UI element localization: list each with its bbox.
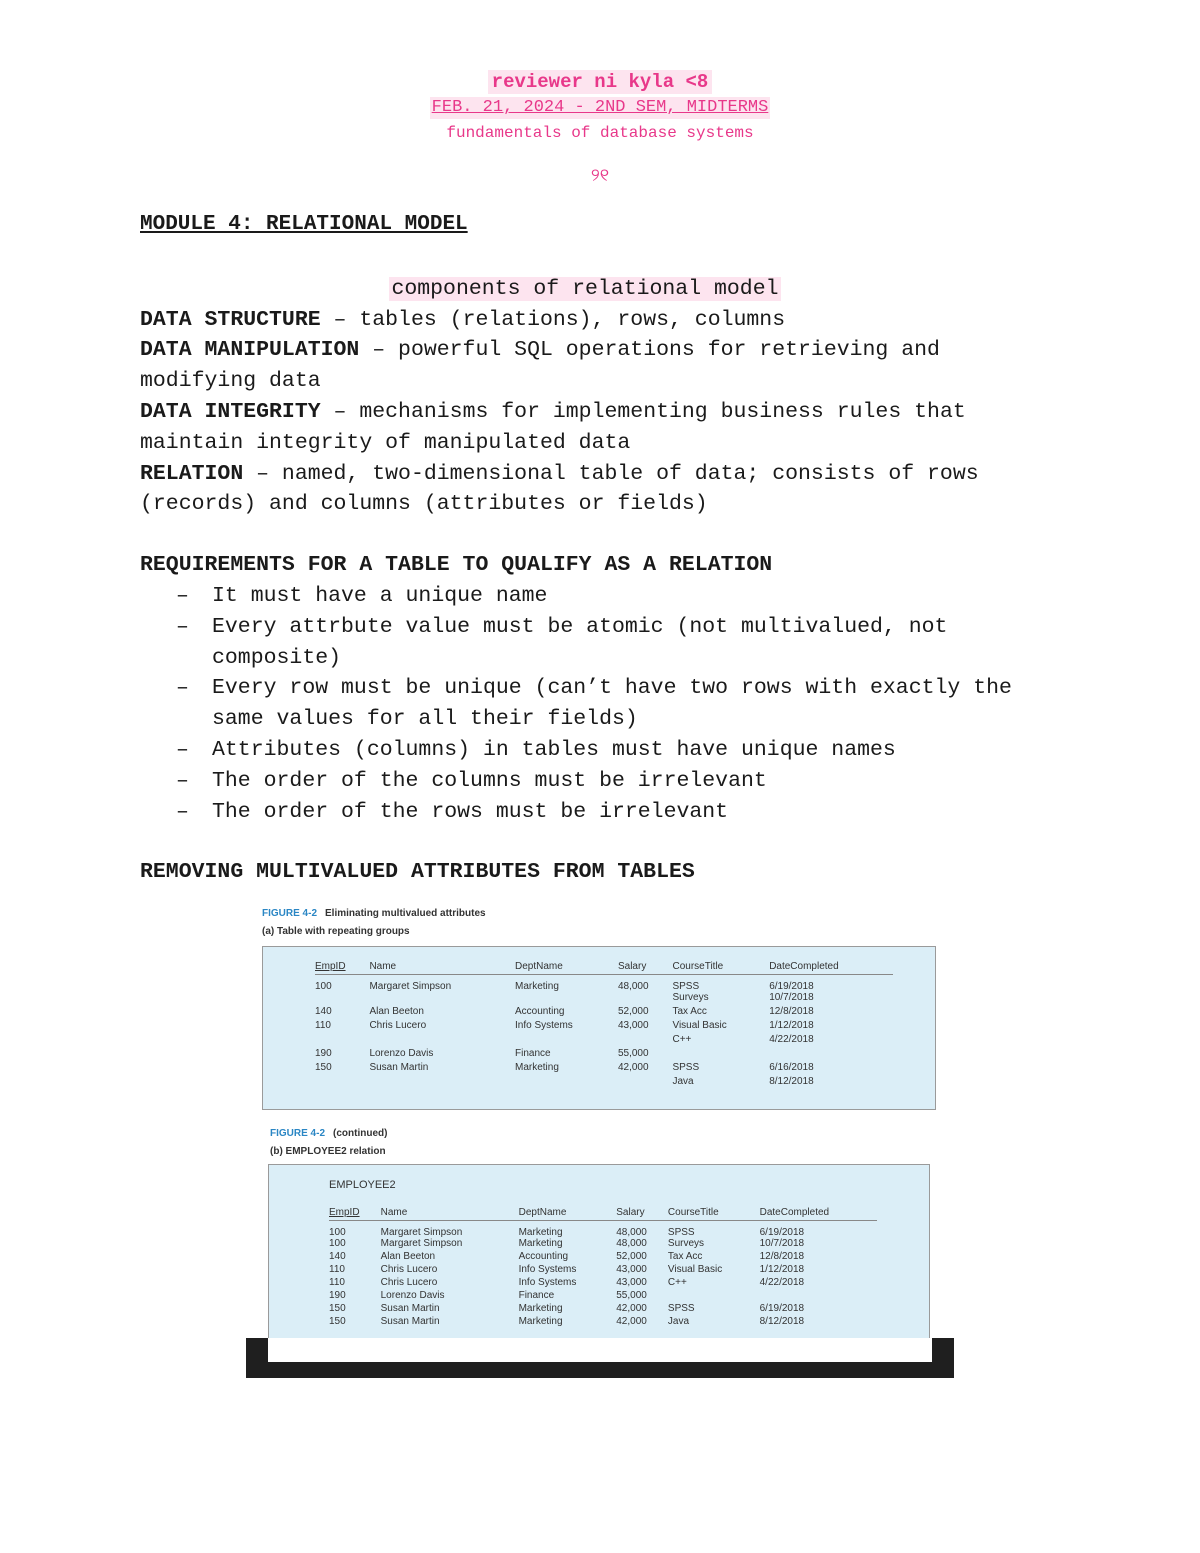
table-cell: Marketing — [518, 1303, 563, 1314]
table-cell: Accounting — [518, 1251, 569, 1262]
table-cell: Java — [667, 1316, 690, 1327]
table-row — [315, 1020, 893, 1034]
table-row — [329, 1303, 877, 1316]
table-cell: Marketing — [514, 981, 559, 992]
table-cell: 110 — [315, 1020, 331, 1031]
table-cell — [618, 1076, 673, 1090]
table-cell: 4/22/2018 — [759, 1277, 805, 1288]
figure-a-caption: FIGURE 4-2 Eliminating multivalued attributes — [262, 908, 486, 919]
table-cell: 12/8/2018 — [759, 1251, 805, 1262]
header-date: FEB. 21, 2024 - 2ND SEM, MIDTERMS — [431, 98, 769, 117]
header-subject: fundamentals of database systems — [446, 124, 754, 142]
table-cell: 43,000 — [616, 1277, 647, 1288]
repeating-groups-table — [315, 961, 893, 1090]
table-cell: Info Systems — [518, 1277, 577, 1288]
component-term: DATA STRUCTURE — [140, 307, 321, 332]
removing-heading: REMOVING MULTIVALUED ATTRIBUTES FROM TABLES — [140, 860, 695, 885]
table-cell: Susan Martin — [380, 1316, 440, 1327]
table-cell: 110 — [329, 1264, 345, 1275]
table-cell: 48,000 — [616, 1227, 647, 1238]
column-header: DateCompleted — [769, 961, 893, 975]
component-term: DATA INTEGRITY — [140, 399, 321, 424]
requirement-item: – The order of the columns must be irrelevant — [212, 766, 1060, 797]
component-term: RELATION — [140, 461, 244, 486]
components-list — [140, 305, 1060, 521]
table-cell: Alan Beeton — [380, 1251, 436, 1262]
table-cell — [515, 1034, 618, 1048]
table-row — [329, 1290, 877, 1303]
table-cell: Info Systems — [514, 1020, 573, 1031]
table-cell: Lorenzo Davis — [369, 1048, 434, 1059]
table-cell: 6/19/2018 — [759, 1303, 805, 1314]
table-cell: Susan Martin — [369, 1062, 429, 1073]
table-cell: Java — [672, 1076, 694, 1087]
table-row — [329, 1264, 877, 1277]
table-cell — [668, 1290, 760, 1303]
column-header: DateCompleted — [760, 1207, 877, 1221]
figure-base-bar — [246, 1338, 954, 1378]
table-cell: C++ — [672, 1034, 692, 1045]
figure-b-subcaption: (b) EMPLOYEE2 relation — [270, 1146, 386, 1157]
table-row — [329, 1221, 877, 1239]
table-cell: 48,000 — [616, 1238, 647, 1249]
table-row — [315, 1006, 893, 1020]
table-cell: 110 — [329, 1277, 345, 1288]
column-header: CourseTitle — [668, 1207, 760, 1221]
table-row — [315, 1076, 893, 1090]
column-header: Salary — [616, 1207, 668, 1221]
table-cell: Chris Lucero — [369, 1020, 427, 1031]
table-row — [329, 1251, 877, 1264]
table-cell: SPSS — [672, 1062, 700, 1073]
table-cell: Tax Acc — [667, 1251, 703, 1262]
table-header-row — [329, 1207, 877, 1221]
table-cell — [618, 992, 673, 1006]
employee2-table — [329, 1207, 877, 1329]
table-cell: 12/8/2018 — [769, 1006, 814, 1017]
requirement-item: – Every attrbute value must be atomic (not multivalued, not composite) — [212, 612, 1060, 674]
figure-b-panel — [268, 1164, 930, 1348]
table-cell: Tax Acc — [672, 1006, 707, 1017]
table-cell: 150 — [329, 1303, 346, 1314]
table-cell: 100 — [329, 1227, 346, 1238]
table-cell — [515, 1076, 618, 1090]
table-cell: 6/19/2018 — [769, 981, 814, 992]
figure-multivalued — [244, 902, 956, 1378]
column-header: DeptName — [515, 961, 618, 975]
table-cell — [760, 1290, 877, 1303]
table-row — [329, 1238, 877, 1251]
table-cell: 1/12/2018 — [769, 1020, 814, 1031]
table-cell: 8/12/2018 — [759, 1316, 805, 1327]
figure-a-panel — [262, 946, 936, 1110]
table-cell: 100 — [315, 981, 332, 992]
table-cell: SPSS — [672, 981, 700, 992]
component-definition: – tables (relations), rows, columns — [320, 307, 786, 332]
requirement-item: – Every row must be unique (can’t have two rows with exactly the same values for all their fields) — [212, 673, 1060, 735]
table-cell: 42,000 — [616, 1316, 647, 1327]
table-cell: 190 — [329, 1290, 346, 1301]
table-row — [315, 992, 893, 1006]
component-item — [140, 459, 1060, 521]
requirements-heading: REQUIREMENTS FOR A TABLE TO QUALIFY AS A RELATION — [140, 553, 773, 578]
table-cell: Surveys — [667, 1238, 705, 1249]
table-cell: Margaret Simpson — [380, 1238, 463, 1249]
table-cell: 150 — [315, 1062, 332, 1073]
component-definition: – powerful SQL operations for retrieving and modifying data — [140, 338, 940, 394]
table-cell: 52,000 — [616, 1251, 647, 1262]
table-row — [315, 1062, 893, 1076]
table-cell: C++ — [667, 1277, 687, 1288]
table-cell: Visual Basic — [667, 1264, 723, 1275]
table-cell: Margaret Simpson — [369, 981, 452, 992]
component-definition: – mechanisms for implementing business rules that maintain integrity of manipulated data — [140, 399, 966, 455]
table-cell — [315, 1076, 369, 1090]
table-cell: Info Systems — [518, 1264, 577, 1275]
table-cell: 42,000 — [616, 1303, 647, 1314]
component-item — [140, 397, 1060, 459]
header-decoration: ୨୧ — [590, 167, 610, 187]
document-header — [0, 70, 1200, 188]
requirement-item: – It must have a unique name — [212, 581, 1060, 612]
column-header: Name — [369, 961, 515, 975]
table-cell: 8/12/2018 — [769, 1076, 814, 1087]
table-cell: SPSS — [667, 1303, 695, 1314]
table-cell: Marketing — [514, 1062, 559, 1073]
components-heading: components of relational model — [391, 276, 779, 301]
table-cell: Finance — [518, 1290, 555, 1301]
table-cell: Surveys — [672, 992, 709, 1003]
column-header: EmpID — [315, 961, 369, 975]
column-header: EmpID — [329, 1207, 381, 1221]
table-cell: 10/7/2018 — [759, 1238, 805, 1249]
table-cell: 1/12/2018 — [759, 1264, 805, 1275]
table-cell — [315, 992, 369, 1006]
table-cell: 150 — [329, 1316, 346, 1327]
header-title: reviewer ni kyla <8 — [488, 70, 713, 94]
component-definition: – named, two-dimensional table of data; consists of rows (records) and columns (attributes or fields) — [140, 461, 979, 517]
table-cell: Margaret Simpson — [380, 1227, 463, 1238]
table-cell — [515, 992, 618, 1006]
table-cell: Chris Lucero — [380, 1264, 438, 1275]
component-item — [140, 335, 1060, 397]
table-cell: 42,000 — [617, 1062, 649, 1073]
table-cell: 140 — [329, 1251, 346, 1262]
figure-a-subcaption: (a) Table with repeating groups — [262, 926, 410, 937]
table-cell: Accounting — [514, 1006, 565, 1017]
table-cell: Marketing — [518, 1316, 563, 1327]
table-cell: Finance — [514, 1048, 551, 1059]
table-cell — [369, 992, 515, 1006]
module-title: MODULE 4: RELATIONAL MODEL — [140, 213, 468, 236]
relation-name: EMPLOYEE2 — [329, 1179, 396, 1191]
table-cell: 6/19/2018 — [759, 1227, 805, 1238]
requirement-item: – Attributes (columns) in tables must have unique names — [212, 735, 1060, 766]
table-cell — [618, 1034, 673, 1048]
table-cell: 43,000 — [616, 1264, 647, 1275]
table-cell: SPSS — [667, 1227, 695, 1238]
table-cell: Alan Beeton — [369, 1006, 424, 1017]
table-cell: Visual Basic — [672, 1020, 727, 1031]
table-cell: Lorenzo Davis — [380, 1290, 445, 1301]
table-cell — [315, 1034, 369, 1048]
table-cell — [769, 1048, 893, 1062]
table-cell: 4/22/2018 — [769, 1034, 814, 1045]
component-term: DATA MANIPULATION — [140, 338, 360, 363]
table-cell: 190 — [315, 1048, 332, 1059]
table-cell: 140 — [315, 1006, 332, 1017]
column-header: Name — [381, 1207, 519, 1221]
table-cell: 10/7/2018 — [769, 992, 814, 1003]
table-cell: 6/16/2018 — [769, 1062, 814, 1073]
table-row — [315, 1048, 893, 1062]
table-cell: 43,000 — [617, 1020, 649, 1031]
table-cell: 55,000 — [616, 1290, 647, 1301]
table-cell: 52,000 — [617, 1006, 649, 1017]
table-row — [329, 1277, 877, 1290]
requirements-list — [140, 581, 1060, 827]
column-header: Salary — [618, 961, 673, 975]
component-item — [140, 305, 1060, 336]
table-cell: Marketing — [518, 1238, 563, 1249]
document-body — [140, 210, 1060, 888]
table-row — [315, 1034, 893, 1048]
table-cell: Chris Lucero — [380, 1277, 438, 1288]
requirement-item: – The order of the rows must be irrelevant — [212, 797, 1060, 828]
table-row — [315, 975, 893, 993]
table-header-row — [315, 961, 893, 975]
table-cell: 55,000 — [617, 1048, 649, 1059]
table-cell: 48,000 — [617, 981, 649, 992]
table-cell — [672, 1048, 769, 1062]
table-cell: 100 — [329, 1238, 346, 1249]
table-row — [329, 1316, 877, 1329]
table-cell: Marketing — [518, 1227, 563, 1238]
column-header: DeptName — [519, 1207, 617, 1221]
table-cell — [369, 1034, 515, 1048]
table-cell — [369, 1076, 515, 1090]
figure-b-caption: FIGURE 4-2 (continued) — [270, 1128, 388, 1139]
table-cell: Susan Martin — [380, 1303, 440, 1314]
column-header: CourseTitle — [672, 961, 769, 975]
